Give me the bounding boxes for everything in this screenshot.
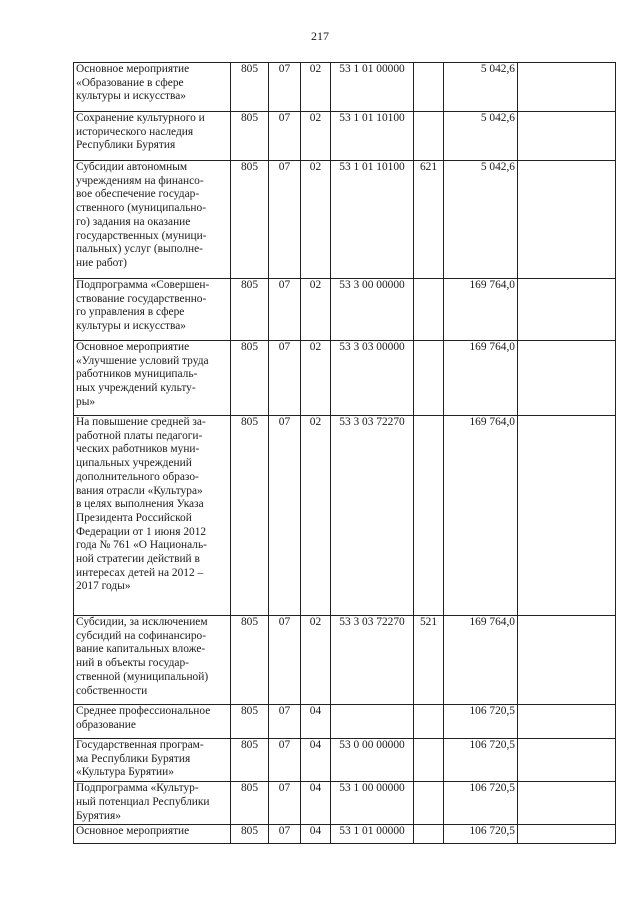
subsection-code-cell: 04 xyxy=(301,782,331,825)
section-code-cell: 07 xyxy=(269,416,301,616)
extra-cell xyxy=(518,341,616,416)
expense-type-cell: 621 xyxy=(414,161,444,279)
row-name-cell: Субсидии, за исключением субсидий на софинансиро- вание капитальных вложе- ний в объекты государ- ственной (муниципальной) собственности xyxy=(74,616,231,705)
row-name-cell: Сохранение культурного и исторического наследия Республики Бурятия xyxy=(74,112,231,161)
amount-cell: 169 764,0 xyxy=(444,616,518,705)
expense-type-cell xyxy=(414,416,444,616)
page-number: 217 xyxy=(311,29,329,43)
subsection-code-cell: 02 xyxy=(301,279,331,341)
section-code-cell: 07 xyxy=(269,341,301,416)
row-name-cell: Государственная програм- ма Республики Бурятия «Культура Бурятии» xyxy=(74,739,231,782)
amount-cell: 106 720,5 xyxy=(444,705,518,739)
target-article-cell: 53 3 03 72270 xyxy=(331,416,414,616)
extra-cell xyxy=(518,705,616,739)
row-name-cell: Основное мероприятие xyxy=(74,825,231,844)
expense-type-cell: 521 xyxy=(414,616,444,705)
ved-code-cell: 805 xyxy=(231,341,269,416)
subsection-code-cell: 02 xyxy=(301,161,331,279)
section-code-cell: 07 xyxy=(269,825,301,844)
subsection-code-cell: 02 xyxy=(301,341,331,416)
table-row xyxy=(74,616,616,705)
ved-code-cell: 805 xyxy=(231,782,269,825)
expense-type-cell xyxy=(414,341,444,416)
amount-cell: 5 042,6 xyxy=(444,112,518,161)
row-name-cell: Основное мероприятие «Образование в сфере культуры и искусства» xyxy=(74,63,231,112)
extra-cell xyxy=(518,616,616,705)
extra-cell xyxy=(518,825,616,844)
ved-code-cell: 805 xyxy=(231,279,269,341)
amount-cell: 106 720,5 xyxy=(444,825,518,844)
target-article-cell: 53 1 00 00000 xyxy=(331,782,414,825)
target-article-cell: 53 0 00 00000 xyxy=(331,739,414,782)
table-row xyxy=(74,416,616,616)
target-article-cell: 53 1 01 10100 xyxy=(331,161,414,279)
table-row xyxy=(74,112,616,161)
ved-code-cell: 805 xyxy=(231,705,269,739)
amount-cell: 169 764,0 xyxy=(444,341,518,416)
extra-cell xyxy=(518,112,616,161)
extra-cell xyxy=(518,416,616,616)
amount-cell: 106 720,5 xyxy=(444,739,518,782)
section-code-cell: 07 xyxy=(269,63,301,112)
subsection-code-cell: 02 xyxy=(301,616,331,705)
expense-type-cell xyxy=(414,739,444,782)
row-name-cell: Подпрограмма «Культур- ный потенциал Республики Бурятия» xyxy=(74,782,231,825)
subsection-code-cell: 04 xyxy=(301,705,331,739)
amount-cell: 5 042,6 xyxy=(444,63,518,112)
target-article-cell: 53 1 01 00000 xyxy=(331,63,414,112)
extra-cell xyxy=(518,161,616,279)
target-article-cell: 53 3 03 00000 xyxy=(331,341,414,416)
section-code-cell: 07 xyxy=(269,279,301,341)
section-code-cell: 07 xyxy=(269,161,301,279)
row-name-cell: Субсидии автономным учреждениям на финансо- вое обеспечение государ- ственного (муниципально- го) задания на оказание государственных (муници- пальных) услуг (выполне- ние работ) xyxy=(74,161,231,279)
table-row xyxy=(74,782,616,825)
target-article-cell: 53 1 01 10100 xyxy=(331,112,414,161)
extra-cell xyxy=(518,739,616,782)
section-code-cell: 07 xyxy=(269,616,301,705)
extra-cell xyxy=(518,782,616,825)
expense-type-cell xyxy=(414,705,444,739)
ved-code-cell: 805 xyxy=(231,112,269,161)
table-row xyxy=(74,63,616,112)
target-article-cell xyxy=(331,705,414,739)
table-row xyxy=(74,705,616,739)
amount-cell: 169 764,0 xyxy=(444,416,518,616)
table-row xyxy=(74,739,616,782)
table-row xyxy=(74,161,616,279)
table-row xyxy=(74,341,616,416)
budget-table xyxy=(73,62,616,844)
subsection-code-cell: 02 xyxy=(301,63,331,112)
table-row xyxy=(74,279,616,341)
ved-code-cell: 805 xyxy=(231,739,269,782)
expense-type-cell xyxy=(414,63,444,112)
target-article-cell: 53 3 00 00000 xyxy=(331,279,414,341)
section-code-cell: 07 xyxy=(269,739,301,782)
amount-cell: 169 764,0 xyxy=(444,279,518,341)
expense-type-cell xyxy=(414,782,444,825)
subsection-code-cell: 02 xyxy=(301,416,331,616)
ved-code-cell: 805 xyxy=(231,616,269,705)
subsection-code-cell: 02 xyxy=(301,112,331,161)
row-name-cell: Подпрограмма «Совершен- ствование государственно- го управления в сфере культуры и искусства» xyxy=(74,279,231,341)
section-code-cell: 07 xyxy=(269,112,301,161)
target-article-cell: 53 1 01 00000 xyxy=(331,825,414,844)
section-code-cell: 07 xyxy=(269,705,301,739)
table-body xyxy=(74,63,616,844)
amount-cell: 106 720,5 xyxy=(444,782,518,825)
expense-type-cell xyxy=(414,279,444,341)
row-name-cell: На повышение средней за- работной платы педагоги- ческих работников муни- ципальных учреждений дополнительного образо- вания отрасли «Культура» в целях выполнения Указа Президента Российской Федерации от 1 июня 2012 года № 761 «О Националь- ной стратегии действий в интересах детей на 2012 – 2017 годы» xyxy=(74,416,231,616)
table-row xyxy=(74,825,616,844)
expense-type-cell xyxy=(414,825,444,844)
amount-cell: 5 042,6 xyxy=(444,161,518,279)
subsection-code-cell: 04 xyxy=(301,739,331,782)
extra-cell xyxy=(518,63,616,112)
ved-code-cell: 805 xyxy=(231,416,269,616)
row-name-cell: Среднее профессиональное образование xyxy=(74,705,231,739)
row-name-cell: Основное мероприятие «Улучшение условий труда работников муниципаль- ных учреждений культу- ры» xyxy=(74,341,231,416)
expense-type-cell xyxy=(414,112,444,161)
section-code-cell: 07 xyxy=(269,782,301,825)
target-article-cell: 53 3 03 72270 xyxy=(331,616,414,705)
ved-code-cell: 805 xyxy=(231,825,269,844)
ved-code-cell: 805 xyxy=(231,63,269,112)
subsection-code-cell: 04 xyxy=(301,825,331,844)
ved-code-cell: 805 xyxy=(231,161,269,279)
extra-cell xyxy=(518,279,616,341)
